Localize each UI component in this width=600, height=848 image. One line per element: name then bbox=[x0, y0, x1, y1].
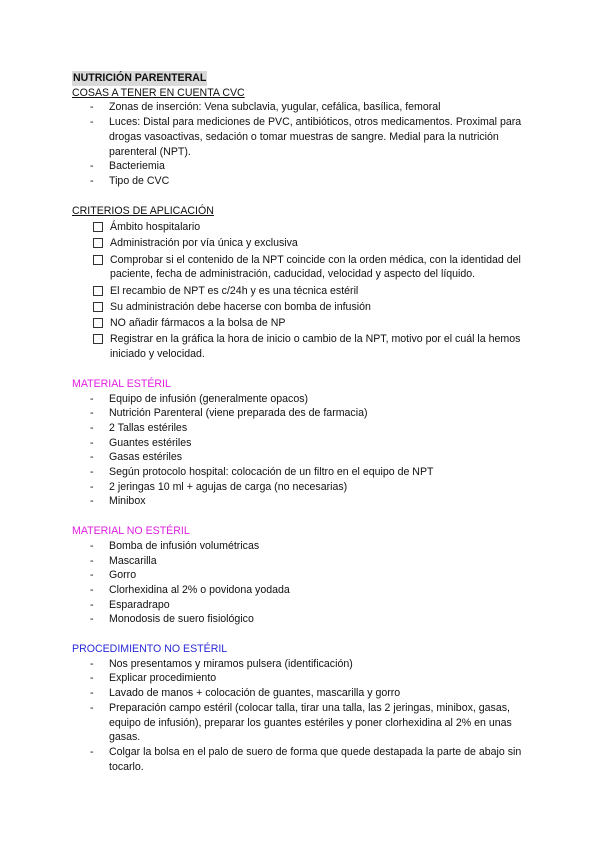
material-no-esteril-list bbox=[72, 539, 532, 627]
checklist-item bbox=[72, 236, 532, 251]
list-item bbox=[72, 421, 532, 436]
dash-bullet: - bbox=[90, 583, 94, 596]
list-item-text: Equipo de infusión (generalmente opacos) bbox=[109, 392, 309, 405]
list-item bbox=[72, 554, 532, 569]
section-material-esteril bbox=[72, 377, 532, 509]
list-item-text: Explicar procedimiento bbox=[109, 672, 217, 685]
section-procedimiento bbox=[72, 642, 532, 774]
section-criterios bbox=[72, 204, 532, 362]
criterios-heading: CRITERIOS DE APLICACIÓN bbox=[72, 204, 214, 217]
dash-bullet: - bbox=[90, 174, 94, 187]
section-material-no-esteril bbox=[72, 524, 532, 627]
list-item-text: Según protocolo hospital: colocación de un filtro en el equipo de NPT bbox=[109, 466, 434, 479]
document-title: NUTRICIÓN PARENTERAL bbox=[73, 72, 207, 84]
dash-bullet: - bbox=[90, 598, 94, 611]
list-item bbox=[72, 115, 532, 159]
list-item bbox=[72, 539, 532, 554]
list-item bbox=[72, 174, 532, 189]
dash-bullet: - bbox=[90, 701, 94, 714]
checklist-item-text: Administración por vía única y exclusiva bbox=[110, 237, 298, 250]
list-item-text: Nos presentamos y miramos pulsera (identificación) bbox=[109, 657, 353, 670]
list-item-text: Minibox bbox=[109, 495, 146, 508]
list-item bbox=[72, 450, 532, 465]
dash-bullet: - bbox=[90, 451, 94, 464]
list-item bbox=[72, 392, 532, 407]
list-item-text: Zonas de inserción: Vena subclavia, yugular, cefálica, basílica, femoral bbox=[109, 101, 441, 114]
checklist-item-text: Registrar en la gráfica la hora de inicio o cambio de la NPT, motivo por el cuál la hemos iniciado y velocidad. bbox=[110, 333, 521, 361]
cvc-heading: COSAS A TENER EN CUENTA CVC bbox=[72, 86, 245, 99]
list-item bbox=[72, 657, 532, 672]
list-item-text: Luces: Distal para mediciones de PVC, antibióticos, otros medicamentos. Proximal para drogas vasoactivas, sedación o tomar muestras de sangre. Medial para la nutrición parenteral (NPT). bbox=[109, 116, 522, 158]
material-no-esteril-heading: MATERIAL NO ESTÉRIL bbox=[72, 525, 190, 538]
checklist-item bbox=[72, 284, 532, 299]
checkbox[interactable] bbox=[93, 238, 103, 248]
checklist-item-text: El recambio de NPT es c/24h y es una técnica estéril bbox=[110, 284, 359, 297]
list-item bbox=[72, 465, 532, 480]
dash-bullet: - bbox=[90, 480, 94, 493]
checkbox[interactable] bbox=[93, 255, 103, 265]
list-item bbox=[72, 494, 532, 509]
list-item-text: Lavado de manos + colocación de guantes, mascarilla y gorro bbox=[109, 687, 401, 700]
checklist-item bbox=[72, 316, 532, 331]
dash-bullet: - bbox=[90, 116, 94, 129]
checkbox[interactable] bbox=[93, 334, 103, 344]
checkbox[interactable] bbox=[93, 286, 103, 296]
checklist-item bbox=[72, 332, 532, 361]
checkbox[interactable] bbox=[93, 318, 103, 328]
checklist-item bbox=[72, 300, 532, 315]
dash-bullet: - bbox=[90, 436, 94, 449]
checklist-item-text: Comprobar si el contenido de la NPT coincide con la orden médica, con la identidad del paciente, fecha de administración, caducidad, velocidad y aspecto del líquido. bbox=[110, 253, 521, 281]
list-item bbox=[72, 671, 532, 686]
list-item bbox=[72, 598, 532, 613]
list-item bbox=[72, 436, 532, 451]
list-item bbox=[72, 159, 532, 174]
dash-bullet: - bbox=[90, 745, 94, 758]
list-item-text: Gasas estériles bbox=[109, 451, 183, 464]
procedimiento-list bbox=[72, 657, 532, 775]
document-content bbox=[72, 71, 532, 774]
list-item bbox=[72, 100, 532, 115]
dash-bullet: - bbox=[90, 687, 94, 700]
dash-bullet: - bbox=[90, 554, 94, 567]
list-item-text: Nutrición Parenteral (viene preparada des de farmacia) bbox=[109, 407, 368, 420]
list-item bbox=[72, 406, 532, 421]
dash-bullet: - bbox=[90, 657, 94, 670]
dash-bullet: - bbox=[90, 495, 94, 508]
criterios-checklist bbox=[72, 220, 532, 362]
list-item-text: 2 Tallas estériles bbox=[109, 421, 188, 434]
section-cvc bbox=[72, 86, 532, 189]
checklist-item-text: Ámbito hospitalario bbox=[110, 220, 201, 233]
list-item-text: Esparadrapo bbox=[109, 598, 170, 611]
procedimiento-heading: PROCEDIMIENTO NO ESTÉRIL bbox=[72, 643, 228, 656]
list-item-text: Clorhexidina al 2% o povidona yodada bbox=[109, 583, 290, 596]
checklist-item bbox=[72, 220, 532, 235]
list-item bbox=[72, 686, 532, 701]
list-item-text: Gorro bbox=[109, 569, 137, 582]
checkbox[interactable] bbox=[93, 222, 103, 232]
list-item bbox=[72, 583, 532, 598]
list-item-text: Tipo de CVC bbox=[109, 174, 170, 187]
list-item bbox=[72, 568, 532, 583]
list-item-text: Monodosis de suero fisiológico bbox=[109, 613, 254, 626]
dash-bullet: - bbox=[90, 160, 94, 173]
checkbox[interactable] bbox=[93, 302, 103, 312]
dash-bullet: - bbox=[90, 392, 94, 405]
list-item bbox=[72, 701, 532, 745]
material-esteril-list bbox=[72, 392, 532, 510]
checklist-item bbox=[72, 253, 532, 282]
list-item-text: Colgar la bolsa en el palo de suero de forma que quede destapada la parte de abajo sin tocarlo. bbox=[109, 745, 522, 773]
material-esteril-heading: MATERIAL ESTÉRIL bbox=[72, 377, 171, 390]
checklist-item-text: Su administración debe hacerse con bomba de infusión bbox=[110, 300, 371, 313]
list-item bbox=[72, 612, 532, 627]
dash-bullet: - bbox=[90, 539, 94, 552]
dash-bullet: - bbox=[90, 672, 94, 685]
list-item-text: Preparación campo estéril (colocar talla, tirar una talla, las 2 jeringas, minibox, gasas, equipo de infusión), preparar los guantes estériles y poner clorhexidina al 2% en unas gasas. bbox=[109, 701, 512, 744]
dash-bullet: - bbox=[90, 101, 94, 114]
list-item-text: Guantes estériles bbox=[109, 436, 192, 449]
checklist-item-text: NO añadir fármacos a la bolsa de NP bbox=[110, 317, 286, 330]
dash-bullet: - bbox=[90, 407, 94, 420]
dash-bullet: - bbox=[90, 569, 94, 582]
list-item bbox=[72, 745, 532, 774]
list-item-text: Mascarilla bbox=[109, 554, 157, 567]
dash-bullet: - bbox=[90, 421, 94, 434]
list-item-text: 2 jeringas 10 ml + agujas de carga (no necesarias) bbox=[109, 480, 348, 493]
list-item bbox=[72, 480, 532, 495]
dash-bullet: - bbox=[90, 613, 94, 626]
list-item-text: Bacteriemia bbox=[109, 160, 165, 173]
list-item-text: Bomba de infusión volumétricas bbox=[109, 539, 260, 552]
dash-bullet: - bbox=[90, 466, 94, 479]
cvc-list bbox=[72, 100, 532, 188]
